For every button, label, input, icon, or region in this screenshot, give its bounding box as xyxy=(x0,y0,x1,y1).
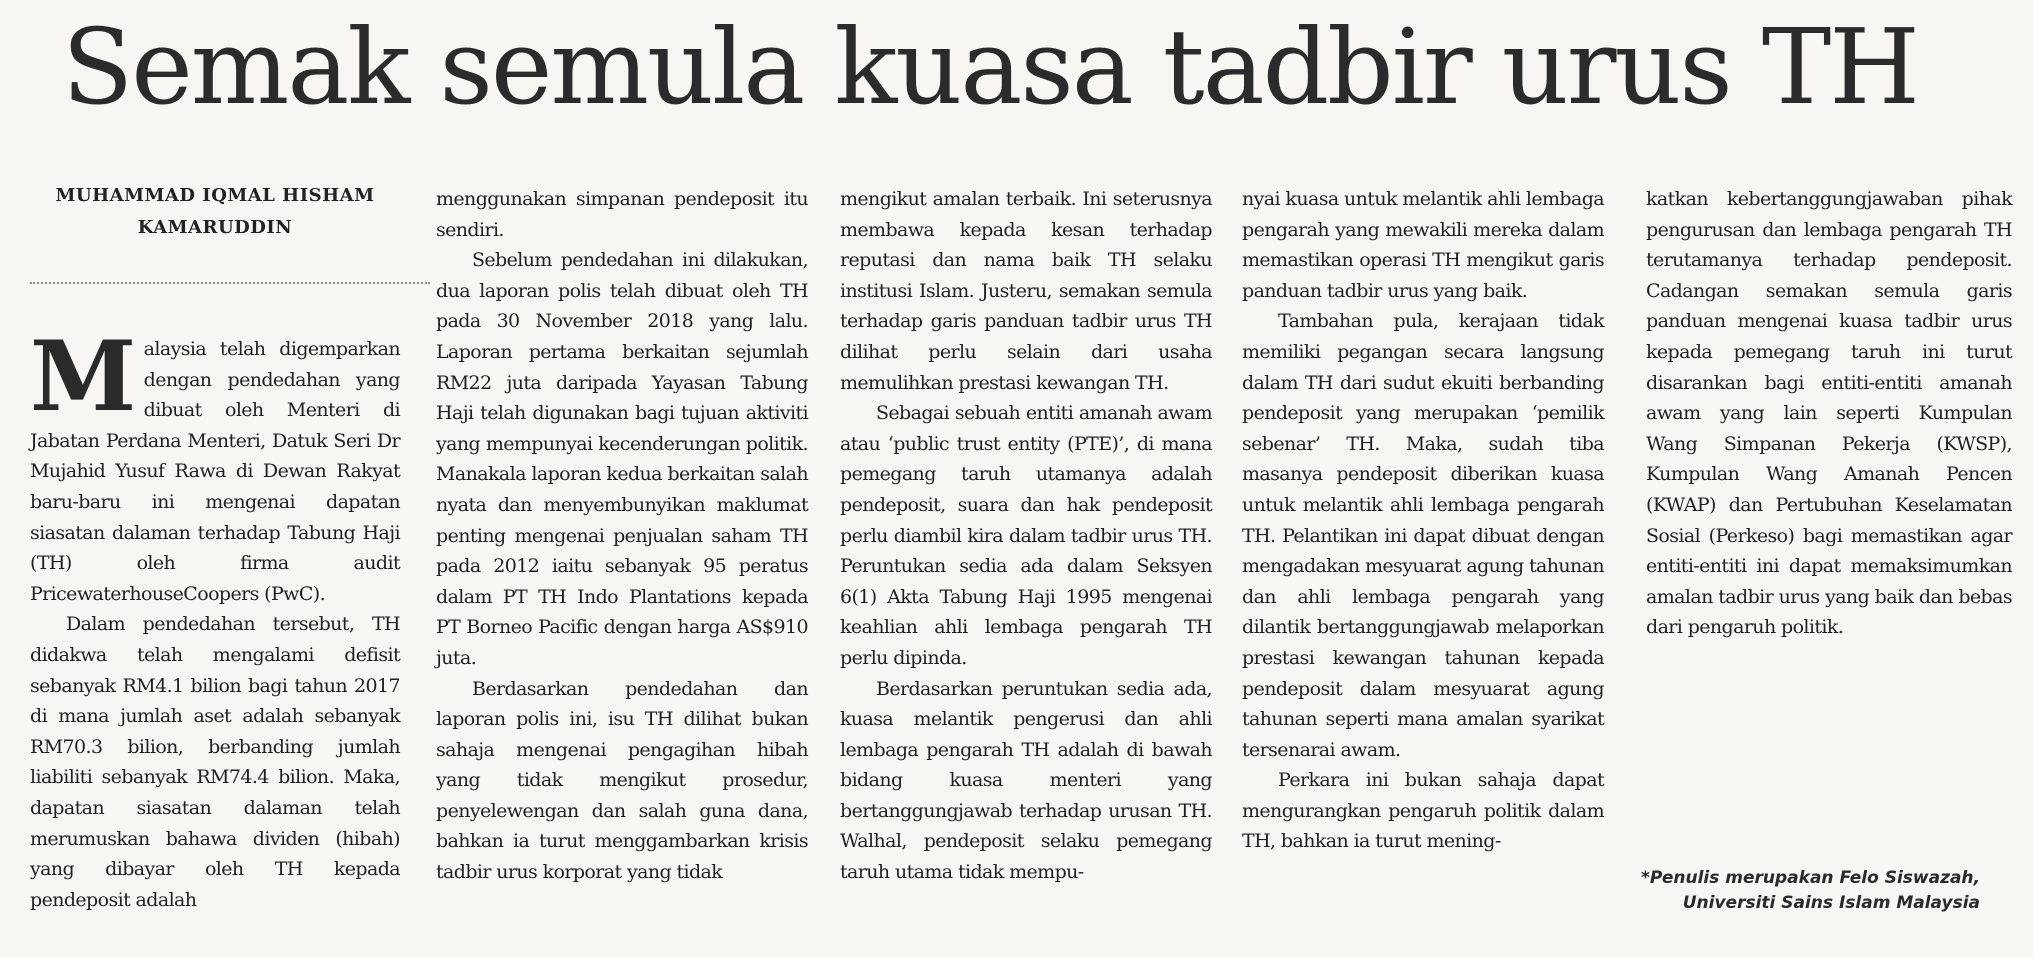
byline xyxy=(30,180,400,244)
paragraph: Sebagai sebuah entiti amanah awam atau ‘public trust entity (PTE)’, di mana pemegang taruh utamanya adalah pendeposit, suara dan hak pendeposit perlu diambil kira dalam tadbir urus TH. Peruntukan sedia ada dalam Seksyen 6(1) Akta Tabung Haji 1995 mengenai keahlian ahli lembaga pengarah TH perlu dipinda. xyxy=(840,402,1212,669)
footnote-line2: Universiti Sains Islam Malaysia xyxy=(1682,893,1980,913)
article-column-1 xyxy=(30,320,400,915)
article-column-4 xyxy=(1242,184,1604,857)
paragraph: menggunakan simpanan pendeposit itu sendiri. xyxy=(436,188,808,241)
byline-divider xyxy=(30,282,430,284)
author-footnote xyxy=(1640,866,1980,916)
paragraph: nyai kuasa untuk melantik ahli lembaga pengarah yang mewakili mereka dalam memastikan operasi TH mengikut garis panduan tadbir urus yang baik. xyxy=(1242,188,1604,302)
article-column-5 xyxy=(1646,184,2012,643)
paragraph: Berdasarkan peruntukan sedia ada, kuasa melantik pengerusi dan ahli lembaga pengarah TH adalah di bawah bidang kuasa menteri yang bertanggungjawab terhadap urusan TH. Walhal, pendeposit selaku pemegang taruh utama tidak mempu- xyxy=(840,677,1212,884)
paragraph: Tambahan pula, kerajaan tidak memiliki pegangan secara langsung dalam TH dari sudut ekuiti berbanding pendeposit yang merupakan ‘pemilik sebenar’ TH. Maka, sudah tiba masanya pendeposit diberikan kuasa untuk melantik ahli lembaga pengarah TH. Pelantikan ini dapat dibuat dengan mengadakan mesyuarat agung tahunan dan ahli lembaga pengarah yang dilantik bertanggungjawab melaporkan prestasi kewangan tahunan kepada pendeposit dalam mesyuarat agung tahunan seperti mana amalan syarikat tersenarai awam. xyxy=(1242,310,1604,761)
headline: Semak semula kuasa tadbir urus TH xyxy=(62,6,1918,128)
byline-name-line2: KAMARUDDIN xyxy=(137,217,293,238)
paragraph: Sebelum pendedahan ini dilakukan, dua laporan polis telah dibuat oleh TH pada 30 November 2018 yang lalu. Laporan pertama berkaitan sejumlah RM22 juta daripada Yayasan Tabung Haji telah digunakan bagi tujuan aktiviti yang mempunyai kecenderungan politik. Manakala laporan kedua berkaitan salah nyata dan menyembunyikan maklumat penting mengenai penjualan saham TH pada 2012 iaitu sebanyak 95 peratus dalam PT TH Indo Plantations kepada PT Borneo Pacific dengan harga AS$910 juta. xyxy=(436,249,808,669)
paragraph xyxy=(30,320,400,609)
drop-cap: M xyxy=(30,320,136,433)
paragraph: Perkara ini bukan sahaja dapat mengurangkan pengaruh politik dalam TH, bahkan ia turut mening- xyxy=(1242,769,1604,853)
byline-name-line1: MUHAMMAD IQMAL HISHAM xyxy=(55,185,375,206)
paragraph: mengikut amalan terbaik. Ini seterusnya membawa kepada kesan terhadap reputasi dan nama baik TH selaku institusi Islam. Justeru, semakan semula terhadap garis panduan tadbir urus TH dilihat perlu selain dari usaha memulihkan prestasi kewangan TH. xyxy=(840,188,1212,394)
article-column-3 xyxy=(840,184,1212,888)
paragraph: Berdasarkan pendedahan dan laporan polis ini, isu TH dilihat bukan sahaja mengenai pengagihan hibah yang tidak mengikut prosedur, penyelewengan dan salah guna dana, bahkan ia turut menggambarkan krisis tadbir urus korporat yang tidak xyxy=(436,677,808,884)
paragraph: Dalam pendedahan tersebut, TH didakwa telah mengalami defisit sebanyak RM4.1 bilion bagi tahun 2017 di mana jumlah aset adalah sebanyak RM70.3 bilion, berbanding jumlah liabiliti sebanyak RM74.4 bilion. Maka, dapatan siasatan dalaman telah merumuskan bahawa dividen (hibah) yang dibayar oleh TH kepada pendeposit adalah xyxy=(30,613,400,911)
paragraph-text: alaysia telah digemparkan dengan pendedahan yang dibuat oleh Menteri di Jabatan Perdana Menteri, Datuk Seri Dr Mujahid Yusuf Rawa di Dewan Rakyat baru-baru ini mengenai dapatan siasatan dalaman terhadap Tabung Haji (TH) oleh firma audit PricewaterhouseCoopers (PwC). xyxy=(30,338,400,605)
footnote-line1: *Penulis merupakan Felo Siswazah, xyxy=(1640,868,1980,888)
article-column-2 xyxy=(436,184,808,888)
paragraph: katkan kebertanggungjawaban pihak pengurusan dan lembaga pengarah TH terutamanya terhadap pendeposit. Cadangan semakan semula garis panduan mengenai kuasa tadbir urus kepada pemegang taruh ini turut disarankan bagi entiti-entiti amanah awam yang lain seperti Kumpulan Wang Simpanan Pekerja (KWSP), Kumpulan Wang Amanah Pencen (KWAP) dan Pertubuhan Keselamatan Sosial (Perkeso) bagi memastikan agar entiti-entiti ini dapat memaksimumkan amalan tadbir urus yang baik dan bebas dari pengaruh politik. xyxy=(1646,188,2012,639)
